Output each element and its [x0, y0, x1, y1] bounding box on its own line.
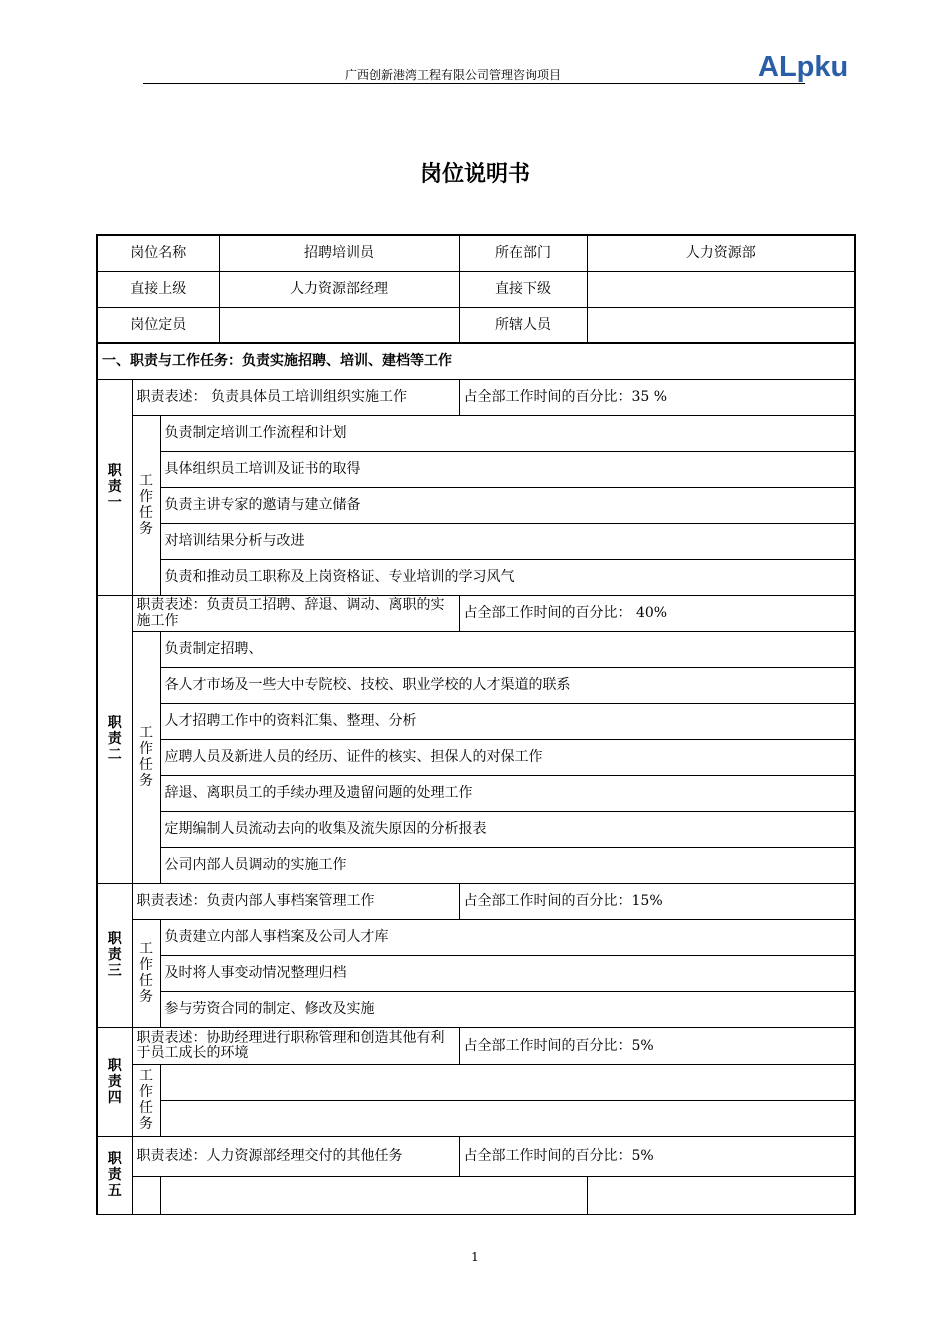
duty-statement: 职责表述：负责内部人事档案管理工作 — [132, 883, 459, 919]
headcount-value — [219, 307, 459, 343]
duty-label: 职 责 一 — [97, 379, 132, 595]
task-item: 应聘人员及新进人员的经历、证件的核实、担保人的对保工作 — [160, 739, 855, 775]
task-label: 工 作 任 务 — [132, 415, 160, 595]
task-label: 工 作 任 务 — [132, 919, 160, 1027]
duty-percent: 占全部工作时间的百分比：15% — [459, 883, 855, 919]
department-value: 人力资源部 — [587, 235, 855, 271]
position-name-label: 岗位名称 — [97, 235, 219, 271]
staff-value — [587, 307, 855, 343]
task-item — [160, 1176, 587, 1214]
task-item: 公司内部人员调动的实施工作 — [160, 847, 855, 883]
task-item: 定期编制人员流动去向的收集及流失原因的分析报表 — [160, 811, 855, 847]
superior-label: 直接上级 — [97, 271, 219, 307]
task-label-blank — [132, 1176, 160, 1214]
task-label: 工 作 任 务 — [132, 631, 160, 883]
duty-percent: 占全部工作时间的百分比： 40% — [459, 595, 855, 631]
headcount-label: 岗位定员 — [97, 307, 219, 343]
task-label: 工 作 任 务 — [132, 1064, 160, 1136]
duty-percent: 占全部工作时间的百分比：5% — [459, 1027, 855, 1064]
subordinate-value — [587, 271, 855, 307]
department-label: 所在部门 — [459, 235, 587, 271]
header-project-name: 广西创新港湾工程有限公司管理咨询项目 — [345, 68, 562, 82]
task-item — [160, 1064, 855, 1100]
duty-label: 职 责 五 — [97, 1136, 132, 1214]
duty-percent: 占全部工作时间的百分比：5% — [459, 1136, 855, 1176]
superior-value: 人力资源部经理 — [219, 271, 459, 307]
job-description-table — [96, 234, 856, 1215]
task-item: 负责制定招聘、 — [160, 631, 855, 667]
duty-statement: 职责表述：人力资源部经理交付的其他任务 — [132, 1136, 459, 1176]
duty-label: 职 责 三 — [97, 883, 132, 1027]
duty-label: 职 责 四 — [97, 1027, 132, 1136]
task-item: 对培训结果分析与改进 — [160, 523, 855, 559]
page-title: 岗位说明书 — [419, 162, 530, 187]
duty-percent: 占全部工作时间的百分比：35 % — [459, 379, 855, 415]
task-item: 负责主讲专家的邀请与建立储备 — [160, 487, 855, 523]
task-item: 各人才市场及一些大中专院校、技校、职业学校的人才渠道的联系 — [160, 667, 855, 703]
duty-label: 职 责 二 — [97, 595, 132, 883]
duty-statement: 职责表述：协助经理进行职称管理和创造其他有利于员工成长的环境 — [132, 1027, 459, 1064]
task-item — [160, 1100, 855, 1136]
header-divider — [143, 83, 805, 84]
task-item-blank — [587, 1176, 855, 1214]
page-number: 1 — [471, 1250, 479, 1264]
task-item: 人才招聘工作中的资料汇集、整理、分析 — [160, 703, 855, 739]
task-item: 具体组织员工培训及证书的取得 — [160, 451, 855, 487]
section-title: 一、职责与工作任务：负责实施招聘、培训、建档等工作 — [97, 343, 855, 379]
task-item: 负责制定培训工作流程和计划 — [160, 415, 855, 451]
company-logo — [758, 50, 870, 82]
task-item: 辞退、离职员工的手续办理及遗留问题的处理工作 — [160, 775, 855, 811]
logo-text: ALpku — [758, 51, 849, 82]
subordinate-label: 直接下级 — [459, 271, 587, 307]
duty-statement: 职责表述： 负责具体员工培训组织实施工作 — [132, 379, 459, 415]
task-item: 负责建立内部人事档案及公司人才库 — [160, 919, 855, 955]
task-item: 参与劳资合同的制定、修改及实施 — [160, 991, 855, 1027]
task-item: 负责和推动员工职称及上岗资格证、专业培训的学习风气 — [160, 559, 855, 595]
task-item: 及时将人事变动情况整理归档 — [160, 955, 855, 991]
duty-statement: 职责表述：负责员工招聘、辞退、调动、离职的实施工作 — [132, 595, 459, 631]
staff-label: 所辖人员 — [459, 307, 587, 343]
position-name-value: 招聘培训员 — [219, 235, 459, 271]
